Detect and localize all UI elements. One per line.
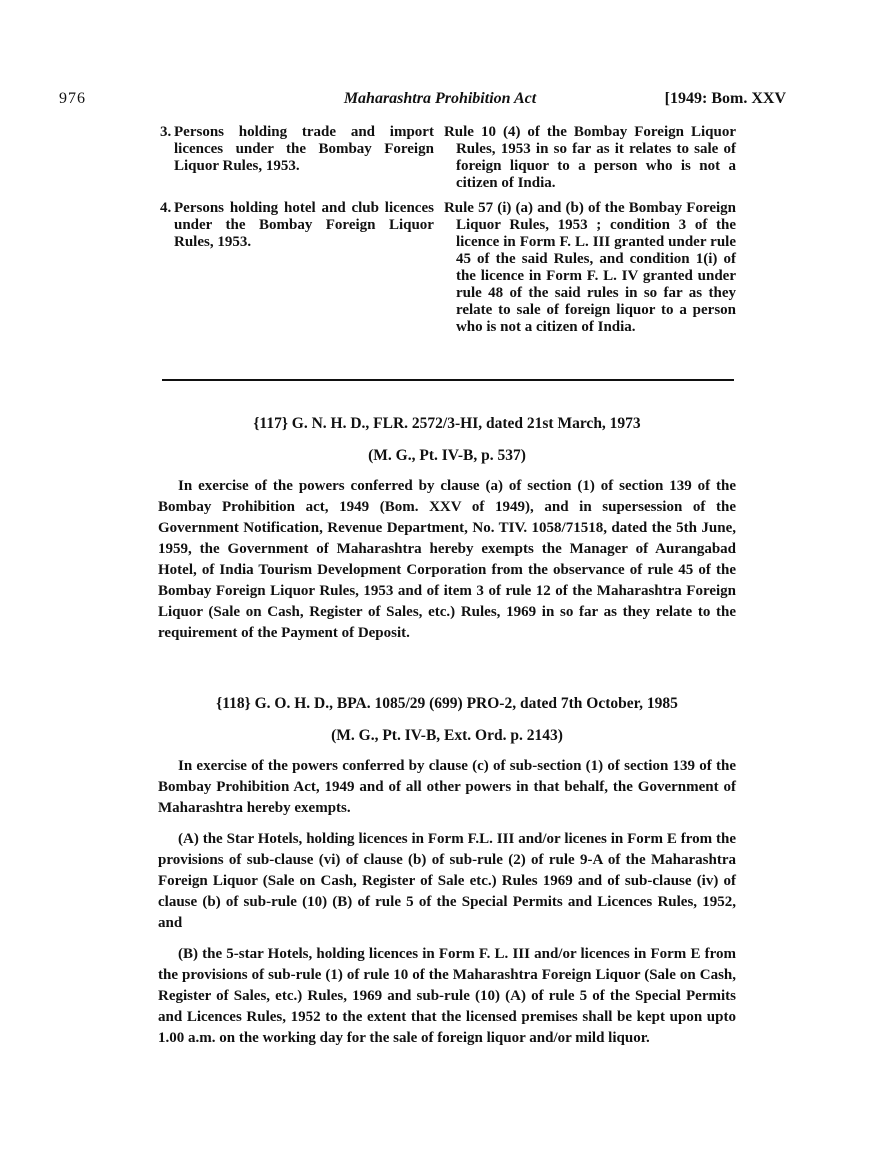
section-117-source: (M. G., Pt. IV-B, p. 537) (368, 447, 526, 464)
section-117 (158, 414, 736, 644)
running-title: Maharashtra Prohibition Act (343, 90, 537, 107)
row-number: 3. (160, 124, 172, 140)
table-row (160, 200, 736, 336)
section-118-heading: {118} G. O. H. D., BPA. 1085/29 (699) PRO-2, dated 7th October, 1985 (216, 695, 678, 712)
section-118 (158, 694, 736, 1049)
act-reference: [1949: Bom. XXV (664, 90, 786, 107)
page-number: 976 (59, 90, 86, 107)
persons-cell (160, 200, 444, 336)
persons-text: Persons holding trade and import licences under the Bombay Foreign Liquor Rules, 1953. (174, 124, 434, 174)
section-118-clause-b: (B) the 5-star Hotels, holding licences in Form F. L. III and/or licences in Form E from the provisions of sub-rule (1) of rule 10 of the Maharashtra Foreign Liquor (Sale on Cash, Register of Sales, etc.) Rules, 1969 and sub-rule (10) (A) of rule 5 of the Special Permits and Licences Rules, 1952 to the extent that the licensed premises shall be kept upon upto 1.00 a.m. on the working day for the sale of foreign liquor and/or mild liquor. (158, 946, 736, 1046)
table-row (160, 124, 736, 192)
persons-cell (160, 124, 444, 192)
section-117-body: In exercise of the powers conferred by clause (a) of section (1) of section 139 of the Bombay Prohibition act, 1949 (Bom. XXV of 1949), and in supersession of the Government Notification, Revenue Department, No. TIV. 1058/71518, dated the 5th June, 1959, the Government of Maharashtra hereby exempts the Manager of Aurangabad Hotel, of India Tourism Development Corporation from the observance of rule 45 of the Bombay Foreign Liquor Rules, 1953 and of item 3 of rule 12 of the Maharashtra Foreign Liquor (Sale on Cash, Register of Sales, etc.) Rules, 1969 in so far as they relate to the requirement of the Payment of Deposit. (158, 478, 736, 641)
table-divider (162, 379, 734, 381)
section-117-heading: {117} G. N. H. D., FLR. 2572/3-HI, dated 21st March, 1973 (253, 415, 641, 432)
persons-text: Persons holding hotel and club licences under the Bombay Foreign Liquor Rules, 1953. (174, 200, 434, 250)
row-number: 4. (160, 200, 172, 216)
section-118-intro: In exercise of the powers conferred by clause (c) of sub-section (1) of section 139 of the Bombay Prohibition Act, 1949 and of all other powers in that behalf, the Government of Maharashtra hereby exempts. (158, 758, 736, 816)
exemption-table (160, 124, 736, 344)
section-118-source: (M. G., Pt. IV-B, Ext. Ord. p. 2143) (331, 727, 563, 744)
provisions-cell: Rule 57 (i) (a) and (b) of the Bombay Foreign Liquor Rules, 1953 ; condition 3 of the licence in Form F. L. III granted under rule 45 of the said Rules, and condition 1(i) of the licence in Form F. L. IV granted under rule 48 of the said rules in so far as they relate to sale of foreign liquor to a person who is not a citizen of India. (443, 200, 736, 335)
page-header (0, 90, 880, 112)
provisions-cell: Rule 10 (4) of the Bombay Foreign Liquor Rules, 1953 in so far as it relates to sale of foreign liquor to a person who is not a citizen of India. (443, 124, 736, 191)
section-118-clause-a: (A) the Star Hotels, holding licences in Form F.L. III and/or licenes in Form E from the provisions of sub-clause (vi) of clause (b) of sub-rule (2) of rule 9-A of the Maharashtra Foreign Liquor (Sale on Cash, Register of Sale etc.) Rules 1969 and of sub-clause (iv) of clause (b) of sub-rule (10) (B) of rule 5 of the Special Permits and Licences Rules, 1952, and (158, 831, 736, 931)
